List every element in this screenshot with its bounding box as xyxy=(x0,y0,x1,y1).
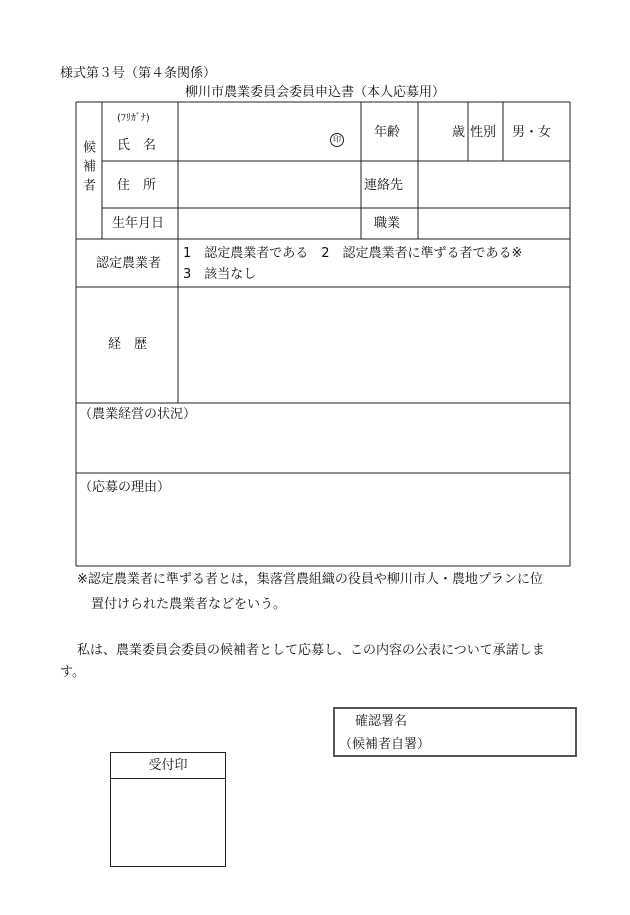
name-label: 氏 名 xyxy=(117,138,157,153)
signature-sub-label: （候補者自署） xyxy=(339,737,431,752)
gender-value: 男・女 xyxy=(512,125,552,140)
birthdate-label: 生年月日 xyxy=(112,216,165,231)
consent-line-1: 私は、農業委員会委員の候補者として応募し、この内容の公表について承諾しま xyxy=(77,643,545,658)
gender-label: 性別 xyxy=(470,125,497,140)
furigana-label: (ﾌﾘｶﾞﾅ) xyxy=(117,113,150,124)
document-title: 柳川市農業委員会委員申込書（本人応募用） xyxy=(184,85,445,100)
age-label: 年齢 xyxy=(374,125,401,140)
reception-stamp-label: 受付印 xyxy=(111,753,225,779)
occupation-label: 職業 xyxy=(374,216,401,231)
certified-option-1-2: 1 認定農業者である 2 認定農業者に準ずる者である※ xyxy=(183,246,523,261)
certified-farmer-label: 認定農業者 xyxy=(96,256,162,271)
career-label: 経 歴 xyxy=(108,337,148,352)
reception-stamp-box xyxy=(110,752,226,867)
note-line-1: ※認定農業者に準ずる者とは，集落営農組織の役員や柳川市人・農地プランに位 xyxy=(77,572,543,587)
address-label: 住 所 xyxy=(117,178,157,193)
farm-status-label: （農業経営の状況） xyxy=(79,407,197,422)
age-unit: 歳 xyxy=(452,125,466,140)
form-code: 様式第３号（第４条関係） xyxy=(60,66,217,81)
consent-line-2: す。 xyxy=(60,665,85,680)
candidate-label: 候補者 xyxy=(80,140,95,197)
note-line-2: 置付けられた農業者などをいう。 xyxy=(91,597,287,612)
seal-mark-icon: 印 xyxy=(330,133,344,147)
contact-label: 連絡先 xyxy=(364,178,404,193)
signature-label: 確認署名 xyxy=(355,714,408,729)
signature-box[interactable] xyxy=(333,707,577,757)
certified-option-3: 3 該当なし xyxy=(183,267,257,282)
reason-label: （応募の理由） xyxy=(79,480,171,495)
